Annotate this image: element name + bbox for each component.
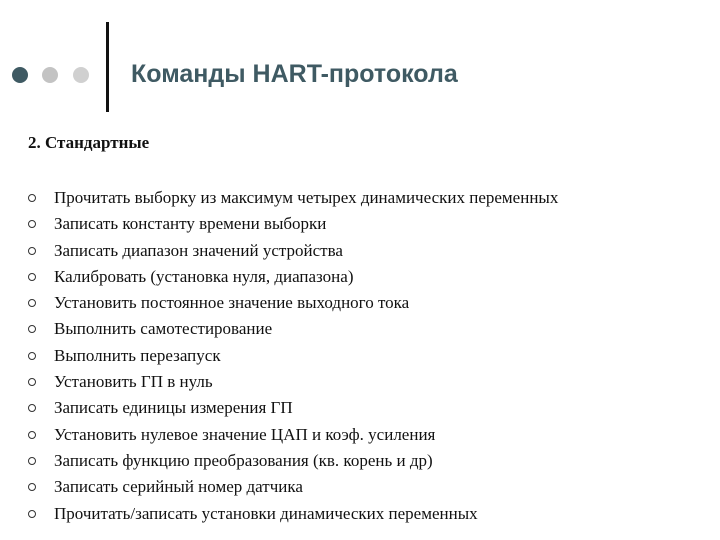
bullet-circle-icon xyxy=(28,299,36,307)
bullet-circle-icon xyxy=(28,352,36,360)
bullet-circle-icon xyxy=(28,220,36,228)
bullet-circle-icon xyxy=(28,483,36,491)
bullet-circle-icon xyxy=(28,325,36,333)
list-item-text: Записать единицы измерения ГП xyxy=(54,398,293,418)
bullet-circle-icon xyxy=(28,194,36,202)
title-divider xyxy=(106,22,109,112)
list-item-text: Установить постоянное значение выходного тока xyxy=(54,293,410,313)
list-item-text: Выполнить перезапуск xyxy=(54,345,221,365)
list-item-text: Записать серийный номер датчика xyxy=(54,477,303,497)
bullet-circle-icon xyxy=(28,378,36,386)
list-item-text: Записать функцию преобразования (кв. корень и др) xyxy=(54,450,433,470)
list-item-text: Выполнить самотестирование xyxy=(54,319,273,339)
list-item-text: Записать константу времени выборки xyxy=(54,214,327,234)
bullet-circle-icon xyxy=(28,404,36,412)
list-item-text: Прочитать/записать установки динамических переменных xyxy=(54,503,478,523)
list-item-text: Прочитать выборку из максимум четырех динамических переменных xyxy=(54,188,559,207)
bullet-circle-icon xyxy=(28,431,36,439)
list-item-text: Записать диапазон значений устройства xyxy=(54,240,343,260)
bullet-circle-icon xyxy=(28,273,36,281)
dot-icon-dark xyxy=(12,67,28,83)
dot-icon-light xyxy=(42,67,58,83)
bullet-circle-icon xyxy=(28,247,36,255)
list-item-text: Установить ГП в нуль xyxy=(54,372,213,392)
page-title: Команды HART-протокола xyxy=(131,60,458,88)
dot-icon-light xyxy=(73,67,89,83)
section-subtitle: 2. Стандартные xyxy=(28,133,150,152)
list-item-text: Калибровать (установка нуля, диапазона) xyxy=(54,266,354,286)
list-item-text: Установить нулевое значение ЦАП и коэф. усиления xyxy=(54,424,436,444)
bullet-circle-icon xyxy=(28,457,36,465)
bullet-circle-icon xyxy=(28,510,36,518)
